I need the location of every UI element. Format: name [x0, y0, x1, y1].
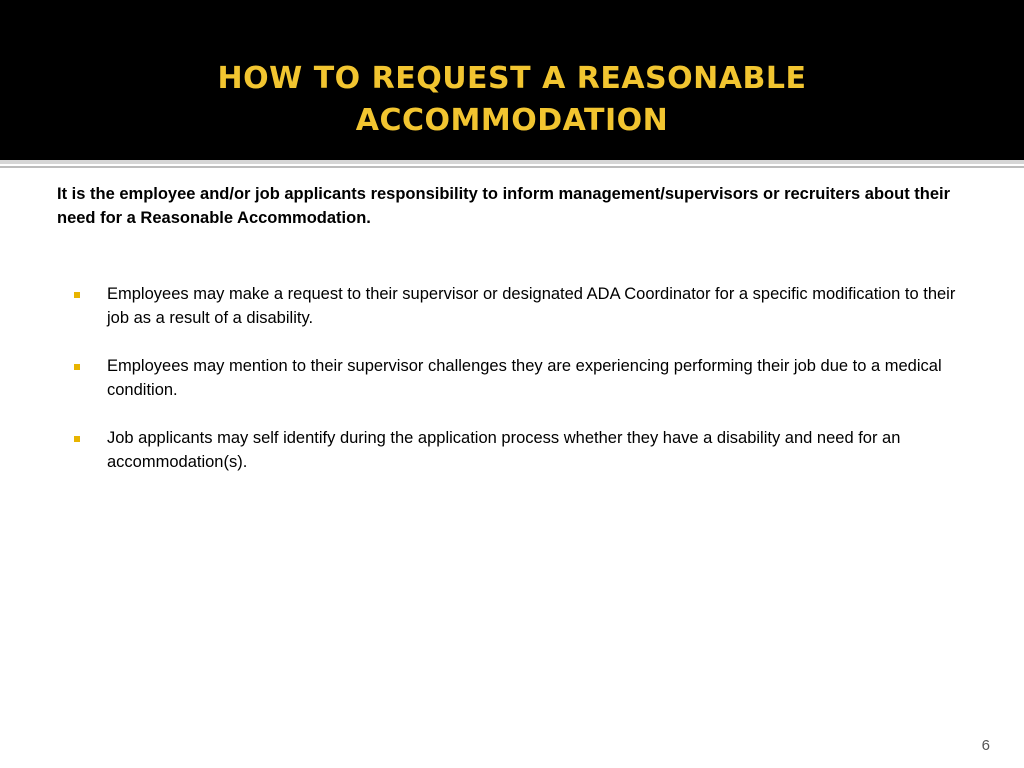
page-number: 6 [981, 737, 990, 754]
slide-title [0, 58, 1024, 142]
title-banner [0, 0, 1024, 160]
bullet-list [74, 282, 974, 498]
bullet-text: Employees may mention to their supervisor challenges they are experiencing performing their job due to a medical condition. [107, 357, 942, 399]
bullet-text: Employees may make a request to their supervisor or designated ADA Coordinator for a specific modification to their job as a result of a disability. [107, 285, 956, 327]
title-divider-thin [0, 166, 1024, 168]
square-bullet-icon [74, 292, 80, 298]
bullet-text: Job applicants may self identify during the application process whether they have a disability and need for an accommodation(s). [107, 429, 901, 471]
intro-paragraph: It is the employee and/or job applicants responsibility to inform management/supervisors or recruiters about their need for a Reasonable Accommodation. [57, 185, 951, 227]
square-bullet-icon [74, 436, 80, 442]
bullet-item [74, 282, 974, 330]
bullet-item [74, 354, 974, 402]
slide-title-line-2: ACCOMMODATION [355, 103, 669, 138]
title-divider [0, 160, 1024, 164]
bullet-item [74, 426, 974, 474]
square-bullet-icon [74, 364, 80, 370]
slide-title-line-1: HOW TO REQUEST A REASONABLE [217, 61, 807, 96]
